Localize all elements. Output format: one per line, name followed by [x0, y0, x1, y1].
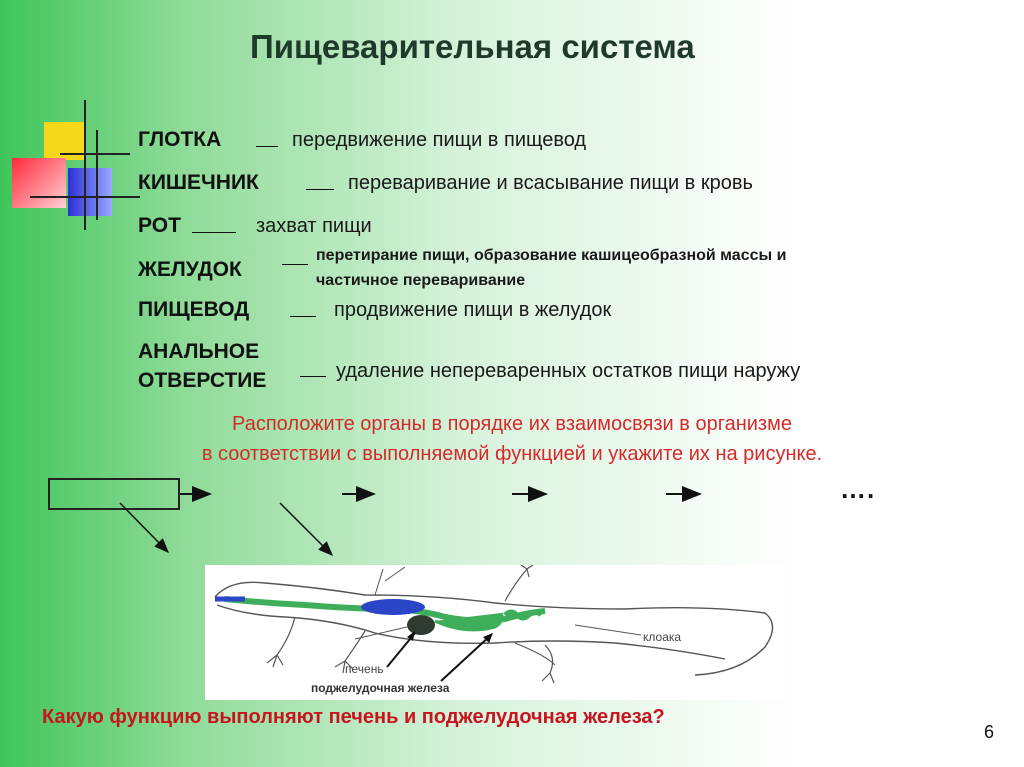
label-kloaka: клоака: [643, 630, 682, 644]
term-analnoe-line1: АНАЛЬНОЕ: [138, 340, 260, 363]
desc-zheludok-line2: частичное переваривание: [316, 272, 526, 289]
term-analnoe-line2: ОТВЕРСТИЕ: [138, 369, 267, 392]
desc-rot: захват пищи: [256, 215, 372, 237]
term-zheludok: ЖЕЛУДОК: [138, 258, 242, 281]
term-pishchevod: ПИЩЕВОД: [138, 298, 250, 321]
question: Какую функцию выполняют печень и поджелудочная железа?: [42, 706, 665, 728]
slide-title: Пищеварительная система: [250, 28, 695, 65]
term-kishechnik: КИШЕЧНИК: [138, 171, 259, 194]
desc-kishechnik: переваривание и всасывание пищи в кровь: [348, 172, 753, 194]
term-rot: РОТ: [138, 214, 181, 237]
label-pancreas: поджелудочная железа: [311, 681, 450, 695]
task-line2: в соответствии с выполняемой функцией и укажите их на рисунке.: [201, 443, 823, 465]
desc-glotka: передвижение пищи в пищевод: [292, 129, 587, 151]
ellipsis: ….: [840, 474, 876, 504]
task-line1: Расположите органы в порядке их взаимосвязи в организме: [232, 413, 792, 435]
term-glotka: ГЛОТКА: [138, 128, 222, 151]
page-number: 6: [983, 722, 994, 742]
label-pechen: печень: [345, 662, 384, 676]
lizard-figure: [205, 565, 785, 700]
desc-pishchevod: продвижение пищи в желудок: [334, 299, 612, 321]
desc-analnoe: удаление непереваренных остатков пищи наружу: [336, 360, 801, 382]
desc-zheludok-line1: перетирание пищи, образование кашицеобразной массы и: [316, 247, 787, 264]
